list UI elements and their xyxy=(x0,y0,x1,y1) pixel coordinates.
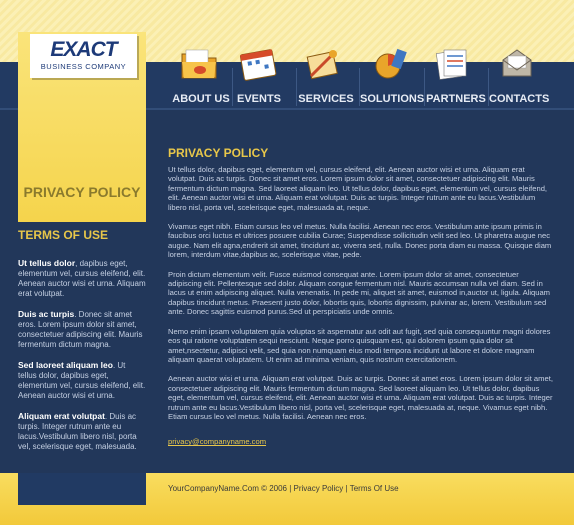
sidebar-item xyxy=(18,360,146,401)
tools-icon[interactable] xyxy=(303,44,345,84)
company-logo[interactable] xyxy=(30,34,137,78)
content-paragraph: Aenean auctor wisi et urna. Aliquam erat volutpat. Duis ac turpis. Donec sit amet eros. Lorem ipsum dolor sit amet, consectetuer adipiscing elit. Mauris fermentum dictum magna. Sed laoreet aliquam leo. Ut tellus dolor, dapibus eget, elementum vel, cursus eleifend, elit. Aenean auctor wisi et urna. Aliquam erat volutpat. Duis ac turpis. Integer rutrum ante eu lacus.Vestibulum libero nisl, porta vel, scelerisque eget, malesuada at, neque. Vivamus eget nibh. Etiam cursus leo vel metus. Nulla facilisi. Aenean nec eros. xyxy=(168,374,553,421)
sidebar-item xyxy=(18,309,146,350)
sidebar-item-text: . Duis ac turpis. Integer rutrum ante eu lacus.Vestibulum libero nisl, porta vel, scelerisque eget, malesuada. xyxy=(18,412,137,451)
sidebar xyxy=(18,228,146,462)
sidebar-item-heading: Ut tellus dolor xyxy=(18,258,76,268)
content-paragraph: Vivamus eget nibh. Etiam cursus leo vel metus. Nulla facilisi. Aenean nec eros. Vestibulum ante ipsum primis in faucibus orci luctus et ultrices posuere cubilia Curae; Suspendisse sollicitudin velit sed leo. Ut pharetra augue nec augue. Nam elit agna,endrerit sit amet, tincidunt ac, viverra sed, nulla. Donec porta diam eu massa. Quisque diam lorem, interdum vitae,dapibus ac, scelerisque vitae, pede. xyxy=(168,222,552,260)
sidebar-title: TERMS OF USE xyxy=(18,228,109,242)
nav-contacts[interactable]: CONTACTS xyxy=(489,93,550,105)
sidebar-item xyxy=(18,258,146,299)
footer-separator: | xyxy=(343,484,350,493)
privacy-email-link[interactable]: privacy@companyname.com xyxy=(168,437,267,447)
main-content xyxy=(168,146,554,449)
nav-partners[interactable]: PARTNERS xyxy=(426,93,486,105)
sidebar-item xyxy=(18,411,146,452)
nav-services[interactable]: SERVICES xyxy=(298,93,354,105)
logo-name: EXACT xyxy=(50,38,117,61)
content-paragraph: Proin dictum elementum velit. Fusce euismod consequat ante. Lorem ipsum dolor sit amet, consectetuer adipiscing elit. Pellentesque sed dolor. Aliquam congue fermentum nisl. Mauris accumsan nulla vel diam. Sed in lacus ut enim adipiscing aliquet. Nulla venenatis. In pede mi, aliquet sit amet, euismod in,auctor ut, ligula. Aliquam dapibus tincidunt metus. Praesent justo dolor, lobortis quis, lobortis dignissim, pulvinar ac, lorem. Vestibulum sed ante. Donec sagittis euismod purus.Sed ut perspiciatis unde omnis. xyxy=(168,269,551,317)
nav-solutions[interactable]: SOLUTIONS xyxy=(360,93,425,105)
calendar-icon[interactable] xyxy=(238,44,280,84)
folder-icon[interactable] xyxy=(178,44,220,84)
content-paragraph: Nemo enim ipsam voluptatem quia voluptas sit aspernatur aut odit aut fugit, sed quia consequuntur magni dolores eos qui ratione voluptatem sequi nesciunt. Neque porro quisquam est, qui dolorem ipsum quia dolor sit amet,nsectetur, adipisci velit, sed quia non numquam eius modi tempora incidunt ut labore et dolore magnam aliquam quaerat voluptatem. Ut enim ad minima veniam, quis nostrum exercitationem. xyxy=(168,326,551,364)
sidebar-item-text: . Donec sit amet eros. Lorem ipsum dolor sit amet, consectetuer adipiscing elit. Mauris fermentum dictum magna. xyxy=(18,310,143,349)
page-title-tab xyxy=(18,170,146,218)
sidebar-item-heading: Sed laoreet aliquam leo xyxy=(18,360,113,370)
nav-about-us[interactable]: ABOUT US xyxy=(172,93,230,105)
sidebar-item-text: , dapibus eget, elementum vel, cursus eleifend, elit. Aenean auctor wisi et urna. Aliquam erat volutpat. xyxy=(18,259,146,298)
logo-tagline: BUSINESS COMPANY xyxy=(40,62,127,71)
footer-privacy-link[interactable]: Privacy Policy xyxy=(293,484,344,493)
sidebar-item-text: . Ut tellus dolor, dapibus eget, elementum vel, cursus eleifend, elit. Aenean auctor wisi et urna. xyxy=(18,361,146,400)
mail-icon[interactable] xyxy=(497,44,539,84)
page-title: PRIVACY POLICY xyxy=(23,184,141,200)
footer-terms-link[interactable]: Terms Of Use xyxy=(349,484,399,493)
graph-icon[interactable] xyxy=(368,44,410,84)
content-title: PRIVACY POLICY xyxy=(168,146,269,160)
documents-icon[interactable] xyxy=(432,44,474,84)
footer-text xyxy=(168,484,399,493)
nav-events[interactable]: EVENTS xyxy=(236,93,281,105)
sidebar-item-heading: Aliquam erat volutpat xyxy=(18,411,105,421)
content-paragraph: Ut tellus dolor, dapibus eget, elementum vel, cursus eleifend, elit. Aenean auctor wisi et urna. Aliquam erat volutpat. Duis ac turpis. Donec sit amet eros. Lorem ipsum dolor sit amet, consectetuer adipiscing elit. Mauris fermentum dictum magna. Sed laoreet aliquam leo. Ut tellus dolor, dapibus eget, elementum vel, cursus eleifend, elit. Aenean auctor wisi et urna. Aliquam erat volutpat. Duis ac turpis. Integer rutrum ante eu lacus.Vestibulum libero nisl, porta vel, scelerisque eget, malesuada at, neque. xyxy=(168,165,548,212)
footer-copyright: YourCompanyName.Com © 2006 | xyxy=(168,484,294,493)
sidebar-item-heading: Duis ac turpis xyxy=(18,309,75,319)
footer-left-block xyxy=(18,473,146,505)
